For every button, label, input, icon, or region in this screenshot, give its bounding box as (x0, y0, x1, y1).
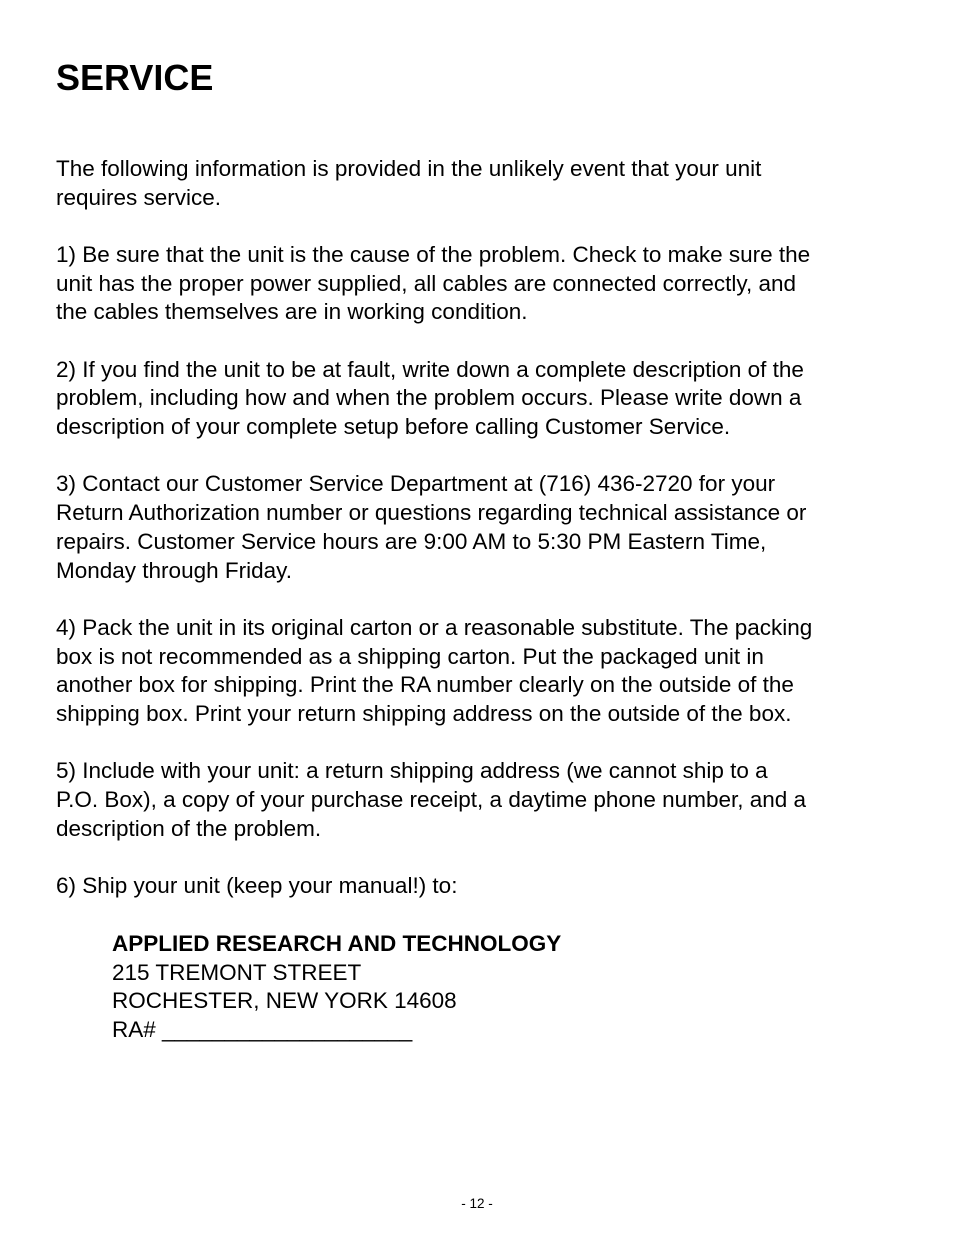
step-4-paragraph: 4) Pack the unit in its original carton or a reasonable substitute. The packing box is not recommended as a shipping carton. Put the packaged unit in another box for shipping. Print the RA number clearly on the outside of the shipping box. Print your return shipping address on the outside of the box. (56, 614, 813, 726)
step-1-paragraph: 1) Be sure that the unit is the cause of the problem. Check to make sure the unit has the proper power supplied, all cables are connected correctly, and the cables themselves are in working condition. (56, 242, 811, 325)
step-6-paragraph: 6) Ship your unit (keep your manual!) to: (56, 872, 458, 898)
page-number: - 12 - (461, 1196, 493, 1211)
shipping-address (112, 930, 561, 1045)
step-2-paragraph: 2) If you find the unit to be at fault, write down a complete description of the problem, including how and when the problem occurs. Please write down a description of your complete setup before calling Customer Service. (56, 356, 804, 440)
step-3-paragraph: 3) Contact our Customer Service Department at (716) 436-2720 for your Return Authorization number or questions regarding technical assistance or repairs. Customer Service hours are 9:00 AM to 5:30 PM Eastern Time, Monday through Friday. (56, 471, 807, 583)
address-ra-number: RA# ____________________ (112, 1017, 413, 1043)
intro-paragraph: The following information is provided in the unlikely event that your unit requires service. (56, 156, 762, 210)
service-instructions (56, 155, 906, 929)
page-title: SERVICE (56, 57, 214, 98)
address-company: APPLIED RESEARCH AND TECHNOLOGY (112, 931, 562, 956)
address-city: ROCHESTER, NEW YORK 14608 (112, 988, 457, 1014)
address-street: 215 TREMONT STREET (112, 959, 362, 985)
step-5-paragraph: 5) Include with your unit: a return shipping address (we cannot ship to a P.O. Box), a copy of your purchase receipt, a daytime phone number, and a description of the problem. (56, 758, 807, 841)
